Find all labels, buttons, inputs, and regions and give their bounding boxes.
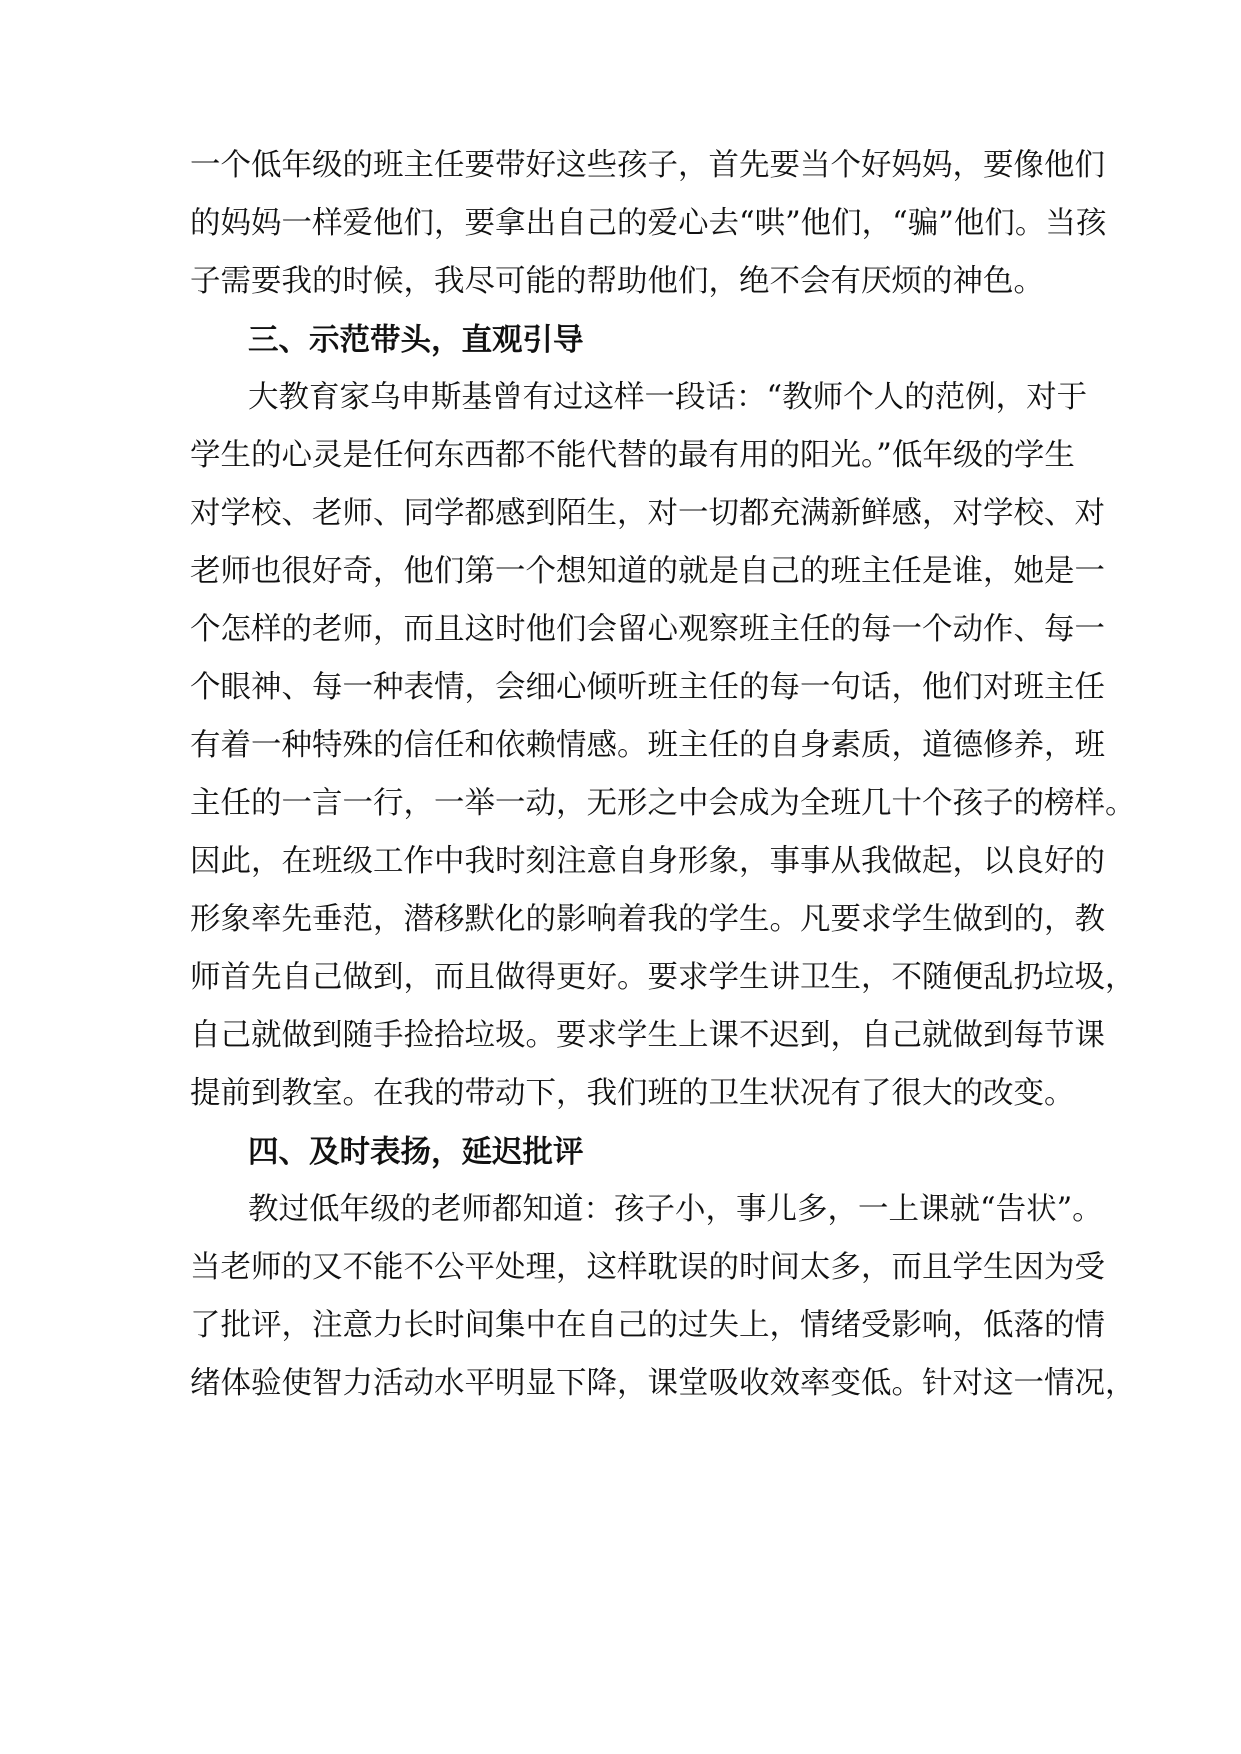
body-line: 一个低年级的班主任要带好这些孩子，首先要当个好妈妈，要像他们 — [190, 148, 1105, 183]
body-line: 提前到教室。在我的带动下，我们班的卫生状况有了很大的改变。 — [190, 1076, 1075, 1111]
section-heading-4: 四、及时表扬，延迟批评 — [248, 1134, 584, 1170]
section-heading-3: 三、示范带头，直观引导 — [248, 322, 584, 358]
body-line: 子需要我的时候，我尽可能的帮助他们，绝不会有厌烦的神色。 — [190, 264, 1044, 299]
body-line: 个怎样的老师，而且这时他们会留心观察班主任的每一个动作、每一 — [190, 612, 1105, 647]
body-line: 的妈妈一样爱他们，要拿出自己的爱心去“哄”他们，“骗”他们。当孩 — [190, 206, 1107, 241]
body-line: 因此，在班级工作中我时刻注意自身形象，事事从我做起，以良好的 — [190, 844, 1105, 879]
body-line: 绪体验使智力活动水平明显下降，课堂吸收效率变低。针对这一情况， — [190, 1366, 1136, 1401]
body-line: 了批评，注意力长时间集中在自己的过失上，情绪受影响，低落的情 — [190, 1308, 1105, 1343]
body-line: 个眼神、每一种表情，会细心倾听班主任的每一句话，他们对班主任 — [190, 670, 1105, 705]
body-line: 有着一种特殊的信任和依赖情感。班主任的自身素质，道德修养，班 — [190, 728, 1105, 763]
body-line: 形象率先垂范，潜移默化的影响着我的学生。凡要求学生做到的，教 — [190, 902, 1105, 937]
body-line: 老师也很好奇，他们第一个想知道的就是自己的班主任是谁，她是一 — [190, 554, 1105, 589]
body-line: 学生的心灵是任何东西都不能代替的最有用的阳光。”低年级的学生 — [190, 438, 1075, 473]
body-line: 主任的一言一行，一举一动，无形之中会成为全班几十个孩子的榜样。 — [190, 786, 1136, 821]
body-line: 教过低年级的老师都知道：孩子小，事儿多，一上课就“告状”。 — [248, 1192, 1103, 1227]
body-line: 对学校、老师、同学都感到陌生，对一切都充满新鲜感，对学校、对 — [190, 496, 1105, 531]
body-line: 大教育家乌申斯基曾有过这样一段话：“教师个人的范例，对于 — [248, 380, 1088, 415]
body-line: 师首先自己做到，而且做得更好。要求学生讲卫生，不随便乱扔垃圾， — [190, 960, 1136, 995]
body-line: 当老师的又不能不公平处理，这样耽误的时间太多，而且学生因为受 — [190, 1250, 1105, 1285]
body-line: 自己就做到随手捡拾垃圾。要求学生上课不迟到，自己就做到每节课 — [190, 1018, 1105, 1053]
